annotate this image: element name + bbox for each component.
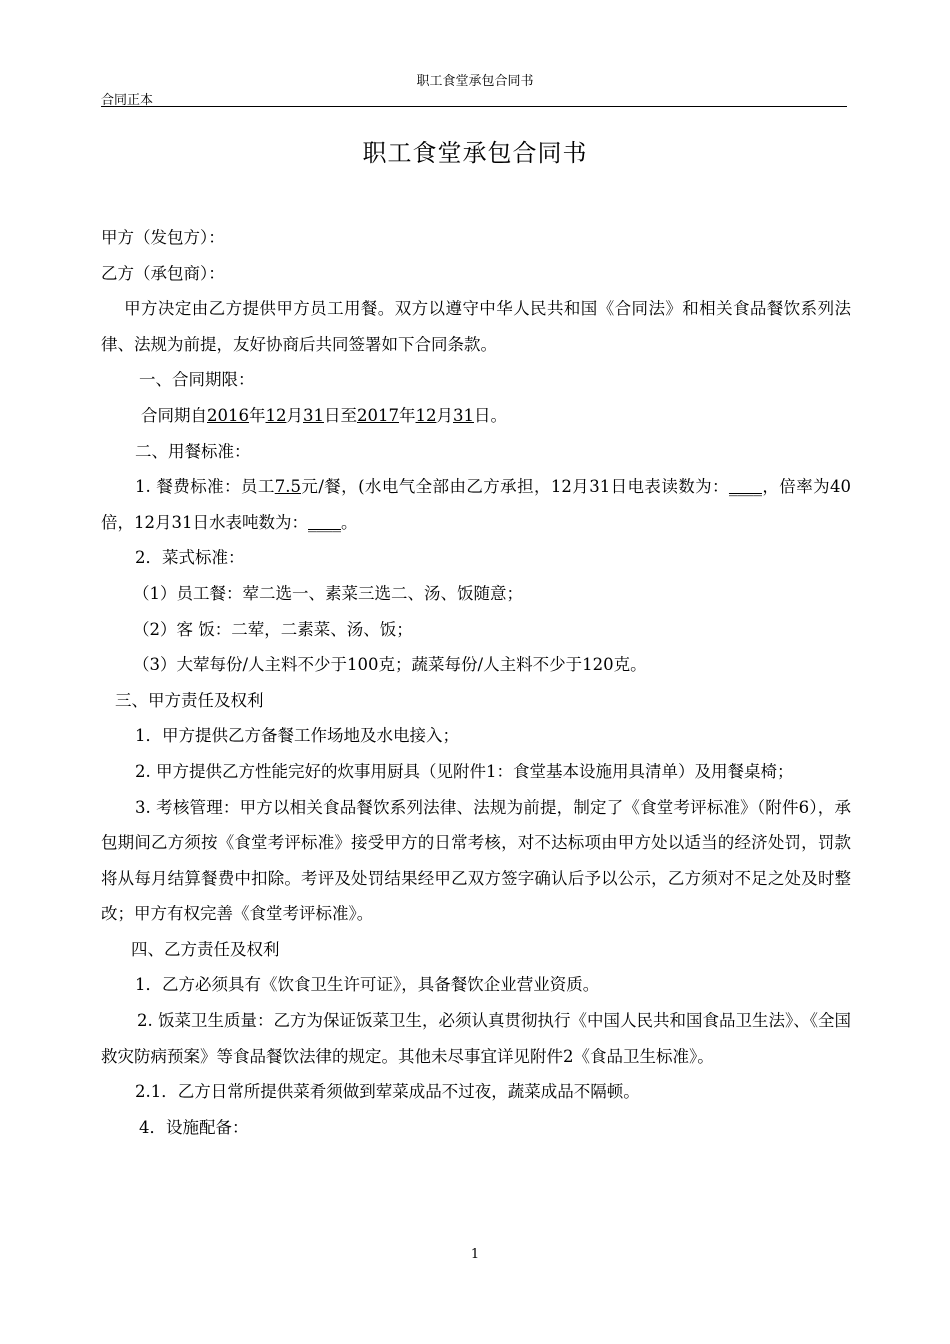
end-month: 12 <box>415 405 437 425</box>
section-2-heading: 二、用餐标准： <box>135 441 251 461</box>
dish-standard-item-3: （3）大荤每份/人主料不少于100克；蔬菜每份/人主料不少于120克。 <box>133 655 647 675</box>
meter-reading-blank: ____ <box>728 477 762 497</box>
section-1-heading: 一、合同期限： <box>139 370 255 390</box>
meal-price: 7.5 <box>274 477 301 497</box>
party-a-line: 甲方（发包方）： <box>101 228 225 247</box>
section-4-heading: 四、乙方责任及权利 <box>131 939 280 959</box>
party-b-line: 乙方（承包商）： <box>101 263 225 283</box>
party-a-duty-3: 3. 考核管理：甲方以相关食品餐饮系列法律、法规为前提，制定了《食堂考评标准》（附件6），承包期间乙方须按《食堂考评标准》接受甲方的日常考核，对不达标项由甲方处以适当的经济处罚，罚款将从每月结算餐费中扣除。考评及处罚结果经甲乙双方签字确认后予以公示，乙方须对不足之处及时整改；甲方有权完善《食堂考评标准》。 <box>101 797 851 924</box>
party-a-duty-1: 1．甲方提供乙方备餐工作场地及水电接入； <box>135 726 459 746</box>
meal-fee-paragraph: 1. 餐费标准：员工7.5元/餐，(水电气全部由乙方承担，12月31日电表读数为：____，倍率为40倍，12月31日水表吨数为：____。 <box>101 477 851 532</box>
running-header-title: 职工食堂承包合同书 <box>416 74 534 89</box>
party-b-duty-1: 1．乙方必须具有《饮食卫生许可证》，具备餐饮企业营业资质。 <box>135 975 600 995</box>
party-b-duty-4: 4．设施配备： <box>139 1117 249 1137</box>
section-3-heading: 三、甲方责任及权利 <box>115 690 264 710</box>
intro-paragraph: 甲方决定由乙方提供甲方员工用餐。双方以遵守中华人民共和国《合同法》和相关食品餐饮系列法律、法规为前提，友好协商后共同签署如下合同条款。 <box>101 299 851 354</box>
start-month: 12 <box>265 405 287 425</box>
party-a-duty-2: 2. 甲方提供乙方性能完好的炊事用厨具（见附件1：食堂基本设施用具清单）及用餐桌椅； <box>135 761 794 781</box>
dish-standard-item-1: （1）员工餐：荤二选一、素菜三选二、汤、饭随意； <box>133 583 523 603</box>
document-title: 职工食堂承包合同书 <box>362 139 588 167</box>
party-b-duty-2-1: 2.1．乙方日常所提供菜肴须做到荤菜成品不过夜，蔬菜成品不隔顿。 <box>135 1082 640 1102</box>
dish-standard-heading: 2．菜式标准： <box>135 548 245 568</box>
start-day: 31 <box>303 405 324 425</box>
water-reading-blank: ____ <box>308 512 341 532</box>
end-day: 31 <box>453 405 474 425</box>
party-b-duty-2: 2. 饭菜卫生质量：乙方为保证饭菜卫生，必须认真贯彻执行《中国人民共和国食品卫生法》、《全国救灾防病预案》等食品餐饮法律的规定。其他未尽事宜详见附件2《食品卫生标准》。 <box>101 1011 851 1066</box>
running-header-label: 合同正本 <box>101 93 154 108</box>
page-number: 1 <box>470 1247 480 1262</box>
start-year: 2016 <box>207 405 249 425</box>
header-divider <box>101 106 847 107</box>
contract-term-line: 合同期自2016年12月31日至2017年12月31日。 <box>141 405 507 425</box>
end-year: 2017 <box>357 405 399 425</box>
dish-standard-item-2: （2）客 饭：二荤，二素菜、汤、饭； <box>133 619 413 639</box>
document-body <box>101 220 851 1145</box>
